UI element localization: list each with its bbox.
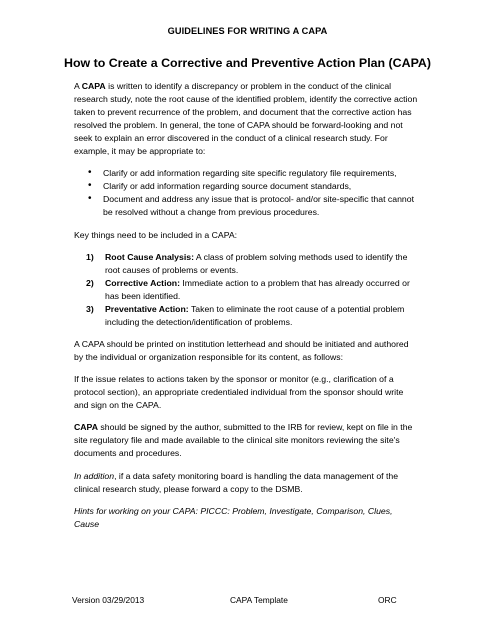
document-body: [74, 80, 419, 540]
bullet-item: • Clarify or add information regarding source document standards,: [74, 180, 419, 193]
document-header: GUIDELINES FOR WRITING A CAPA: [167, 26, 328, 36]
bullet-item: • Clarify or add information regarding site specific regulatory file requirements,: [74, 167, 419, 180]
key-things-list: [74, 251, 419, 328]
footer-template: CAPA Template: [230, 595, 288, 605]
numbered-item: 3) Preventative Action: Taken to eliminate the root cause of a potential problem including the detection/identification of problems.: [86, 303, 405, 327]
key-things-paragraph: Key things need to be included in a CAPA:: [74, 229, 238, 240]
capa-term: CAPA: [81, 81, 106, 91]
example-bullet-list: [74, 167, 419, 219]
item-number: 3): [86, 303, 94, 314]
item-term: Corrective Action:: [105, 277, 180, 288]
letterhead-paragraph: A CAPA should be printed on institution letterhead and should be initiated and authored by the individual or organization responsible for its content, as follows:: [74, 338, 409, 362]
footer-version: Version 03/29/2013: [72, 595, 145, 605]
item-number: 1): [86, 251, 94, 262]
intro-paragraph: A CAPA is written to identify a discrepancy or problem in the conduct of the clinical research study, note the root cause of the identified problem, identify the corrective action taken to prevent recurrence of the problem, and document that the corrective action has resolved the problem. In general, the tone of CAPA should be forward-looking and not seek to explain an error discovered in the conduct of a clinical research study. For example, it may be appropriate to:: [74, 81, 418, 156]
numbered-item: 2) Corrective Action: Immediate action to a problem that has already occurred or has been identified.: [86, 277, 410, 301]
sponsor-paragraph: If the issue relates to actions taken by the sponsor or monitor (e.g., clarification of a protocol section), an appropriate credentialed individual from the sponsor should write and sign on the CAPA.: [74, 374, 404, 411]
bullet-item: • Document and address any issue that is protocol- and/or site-specific that cannot be resolved without a change from previous procedures.: [74, 193, 419, 219]
item-number: 2): [86, 277, 94, 288]
hints-paragraph: Hints for working on your CAPA: PICCC: Problem, Investigate, Comparison, Clues, Cause: [74, 505, 393, 529]
signature-paragraph: CAPA should be signed by the author, submitted to the IRB for review, kept on file in the site regulatory file and made available to the clinical site monitors reviewing the site's documents and procedures.: [74, 422, 413, 459]
item-term: Preventative Action:: [105, 303, 189, 314]
document-title: How to Create a Corrective and Preventive Action Plan (CAPA): [64, 56, 431, 70]
numbered-item: 1) Root Cause Analysis: A class of problem solving methods used to identify the root causes of problems or events.: [86, 251, 408, 275]
dsmb-paragraph: In addition, if a data safety monitoring board is handling the data management of the clinical research study, please forward a copy to the DSMB.: [74, 470, 399, 494]
item-term: Root Cause Analysis:: [105, 251, 194, 262]
footer-org: ORC: [378, 595, 397, 605]
